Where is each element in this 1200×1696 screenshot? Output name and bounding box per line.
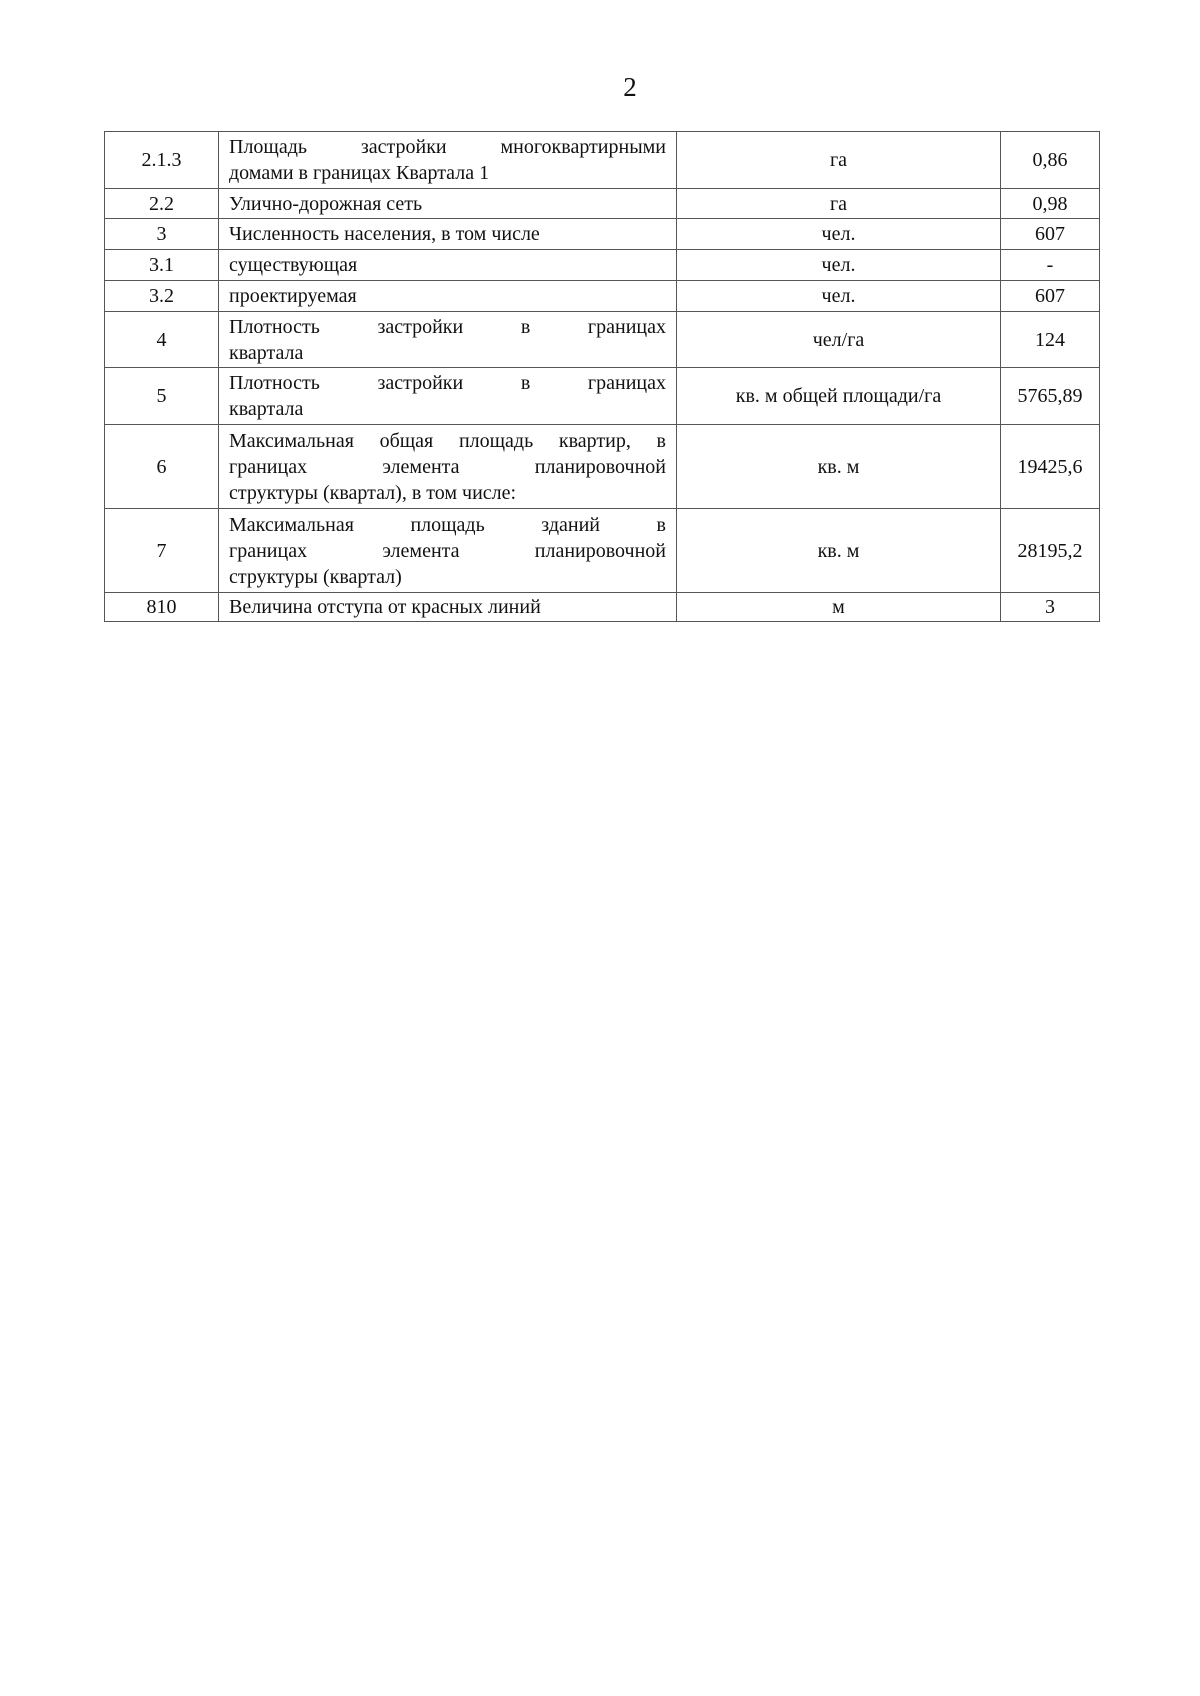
row-name <box>219 250 677 281</box>
row-value: 124 <box>1001 312 1100 368</box>
row-name-line: Плотность застройки в границах <box>229 372 666 394</box>
page-number: 2 <box>623 72 637 102</box>
row-name <box>219 132 677 189</box>
indicators-table <box>104 131 1100 622</box>
row-unit: га <box>677 132 1001 189</box>
row-name-line: границах элемента планировочной <box>229 455 666 478</box>
row-number: 3.2 <box>105 281 219 312</box>
row-value: 0,98 <box>1001 189 1100 219</box>
row-name-line: структуры (квартал) <box>229 565 402 588</box>
row-unit: га <box>677 189 1001 219</box>
row-unit: чел. <box>677 250 1001 281</box>
row-name <box>219 368 677 425</box>
row-name-line: домами в границах Квартала 1 <box>229 162 490 184</box>
row-name <box>219 312 677 368</box>
row-name <box>219 189 677 219</box>
table-row <box>105 250 1100 281</box>
row-name <box>219 425 677 509</box>
table-row <box>105 509 1100 593</box>
row-number: 2.1.3 <box>105 132 219 189</box>
row-number: 2.2 <box>105 189 219 219</box>
row-name-line: проектируемая <box>229 285 357 307</box>
row-number: 6 <box>105 425 219 509</box>
row-name-line: Улично-дорожная сеть <box>229 192 423 215</box>
row-value: 3 <box>1001 593 1100 622</box>
row-name-line: существующая <box>229 254 358 276</box>
table-row <box>105 281 1100 312</box>
table-row <box>105 219 1100 250</box>
row-unit: м <box>677 593 1001 622</box>
row-name-line: Численность населения, в том числе <box>229 223 540 245</box>
row-name <box>219 219 677 250</box>
row-name-line: квартала <box>229 341 304 364</box>
row-number: 3 <box>105 219 219 250</box>
row-name-line: Плотность застройки в границах <box>229 315 666 338</box>
row-value: - <box>1001 250 1100 281</box>
table-row <box>105 368 1100 425</box>
row-name-line: Величина отступа от красных линий <box>229 596 541 618</box>
row-value: 28195,2 <box>1001 509 1100 593</box>
row-unit: чел/га <box>677 312 1001 368</box>
row-name-line: Площадь застройки многоквартирными <box>229 136 666 158</box>
row-value: 607 <box>1001 219 1100 250</box>
row-unit: чел. <box>677 281 1001 312</box>
row-name-line: структуры (квартал), в том числе: <box>229 481 517 504</box>
row-unit: кв. м общей площади/га <box>677 368 1001 425</box>
table-row <box>105 132 1100 189</box>
row-name-line: границах элемента планировочной <box>229 539 666 562</box>
table-row <box>105 425 1100 509</box>
row-name <box>219 593 677 622</box>
table-row <box>105 189 1100 219</box>
row-number: 5 <box>105 368 219 425</box>
row-name-line: квартала <box>229 398 304 420</box>
row-name-line: Максимальная площадь зданий в <box>229 513 666 536</box>
row-number: 3.1 <box>105 250 219 281</box>
row-unit: чел. <box>677 219 1001 250</box>
table-row <box>105 312 1100 368</box>
row-value: 607 <box>1001 281 1100 312</box>
row-name <box>219 509 677 593</box>
row-unit: кв. м <box>677 425 1001 509</box>
row-unit: кв. м <box>677 509 1001 593</box>
table-row <box>105 593 1100 622</box>
row-number: 4 <box>105 312 219 368</box>
row-value: 5765,89 <box>1001 368 1100 425</box>
row-number: 810 <box>105 593 219 622</box>
row-value: 19425,6 <box>1001 425 1100 509</box>
row-number: 7 <box>105 509 219 593</box>
row-value: 0,86 <box>1001 132 1100 189</box>
row-name <box>219 281 677 312</box>
row-name-line: Максимальная общая площадь квартир, в <box>229 429 666 452</box>
